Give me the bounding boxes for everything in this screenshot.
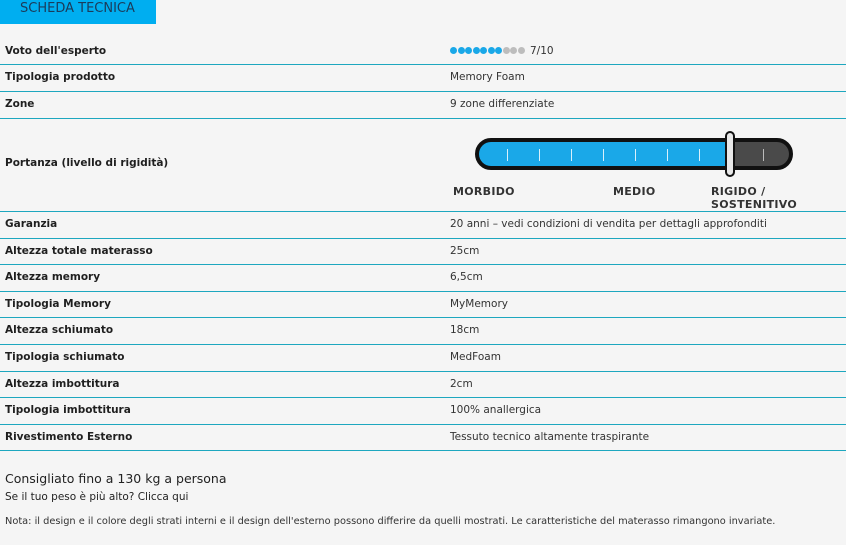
spec-label: Garanzia xyxy=(5,218,58,230)
rating-dot xyxy=(458,47,465,54)
spec-value: 20 anni – vedi condizioni di vendita per dettagli approfonditi xyxy=(450,218,767,230)
spec-label: Altezza totale materasso xyxy=(5,244,153,257)
rating-row xyxy=(0,38,846,65)
slider-tick xyxy=(603,149,604,161)
scheda-tecnica-tab[interactable]: SCHEDA TECNICA xyxy=(0,0,156,24)
spec-row xyxy=(0,425,846,452)
spec-value: 2cm xyxy=(450,377,473,390)
scale-label-rigido: RIGIDO / SOSTENITIVO xyxy=(711,185,798,211)
slider-tick xyxy=(667,149,668,161)
spec-label: Zone xyxy=(5,98,35,110)
firmness-rest xyxy=(727,142,789,166)
firmness-slider xyxy=(475,138,793,170)
rating-dot xyxy=(518,47,525,54)
spec-value: Tessuto tecnico altamente traspirante xyxy=(450,430,650,443)
spec-row-zone xyxy=(0,92,846,119)
rating-dot xyxy=(465,47,472,54)
slider-tick xyxy=(571,149,572,161)
rating-dot xyxy=(495,47,502,54)
rating-dot xyxy=(480,47,487,54)
rating-dot xyxy=(503,47,510,54)
spec-label: Altezza imbottitura xyxy=(5,377,120,390)
spec-label: Rivestimento Esterno xyxy=(5,430,133,443)
weight-link[interactable]: Se il tuo peso è più alto? Clicca qui xyxy=(5,491,189,503)
scale-label-morbido: MORBIDO xyxy=(453,185,515,198)
spec-row xyxy=(0,398,846,425)
rating-dot xyxy=(510,47,517,54)
spec-row xyxy=(0,212,846,239)
spec-label: Altezza schiumato xyxy=(5,324,114,337)
spec-label: Tipologia Memory xyxy=(5,297,111,310)
rating-dot xyxy=(488,47,495,54)
slider-tick xyxy=(539,149,540,161)
design-note: Nota: il design e il colore degli strati interni e il design dell'esterno possono differire da quelli mostrati. Le caratteristiche del materasso rimangono invariate. xyxy=(5,516,776,527)
spec-value: 9 zone differenziate xyxy=(450,98,555,110)
spec-label: Altezza memory xyxy=(5,271,101,284)
spec-row xyxy=(0,318,846,345)
recommended-weight: Consigliato fino a 130 kg a persona xyxy=(5,471,227,486)
slider-tick xyxy=(507,149,508,161)
spec-value: 18cm xyxy=(450,324,480,337)
rating-dots xyxy=(450,47,525,54)
scale-label-medio: MEDIO xyxy=(613,185,656,198)
rating-dot xyxy=(450,47,457,54)
spec-value: Memory Foam xyxy=(450,71,525,83)
slider-tick xyxy=(635,149,636,161)
spec-label: Portanza (livello di rigidità) xyxy=(5,157,169,169)
slider-tick xyxy=(763,149,764,161)
spec-label: Tipologia imbottitura xyxy=(5,404,131,417)
spec-value: 100% anallergica xyxy=(450,404,542,417)
spec-value: MedFoam xyxy=(450,351,501,363)
spec-row xyxy=(0,372,846,399)
spec-row-tipologia-prodotto xyxy=(0,65,846,92)
spec-row xyxy=(0,345,846,372)
spec-row xyxy=(0,265,846,292)
firmness-handle xyxy=(725,131,735,177)
slider-tick xyxy=(699,149,700,161)
spec-value: 6,5cm xyxy=(450,271,483,284)
spec-label: Tipologia schiumato xyxy=(5,351,125,363)
spec-label: Tipologia prodotto xyxy=(5,71,116,83)
rating-label: Voto dell'esperto xyxy=(5,45,107,57)
rating-dot xyxy=(473,47,480,54)
spec-row xyxy=(0,239,846,266)
rating-value: 7/10 xyxy=(530,45,554,57)
spec-value: MyMemory xyxy=(450,297,508,310)
spec-value: 25cm xyxy=(450,244,480,257)
spec-row xyxy=(0,292,846,319)
